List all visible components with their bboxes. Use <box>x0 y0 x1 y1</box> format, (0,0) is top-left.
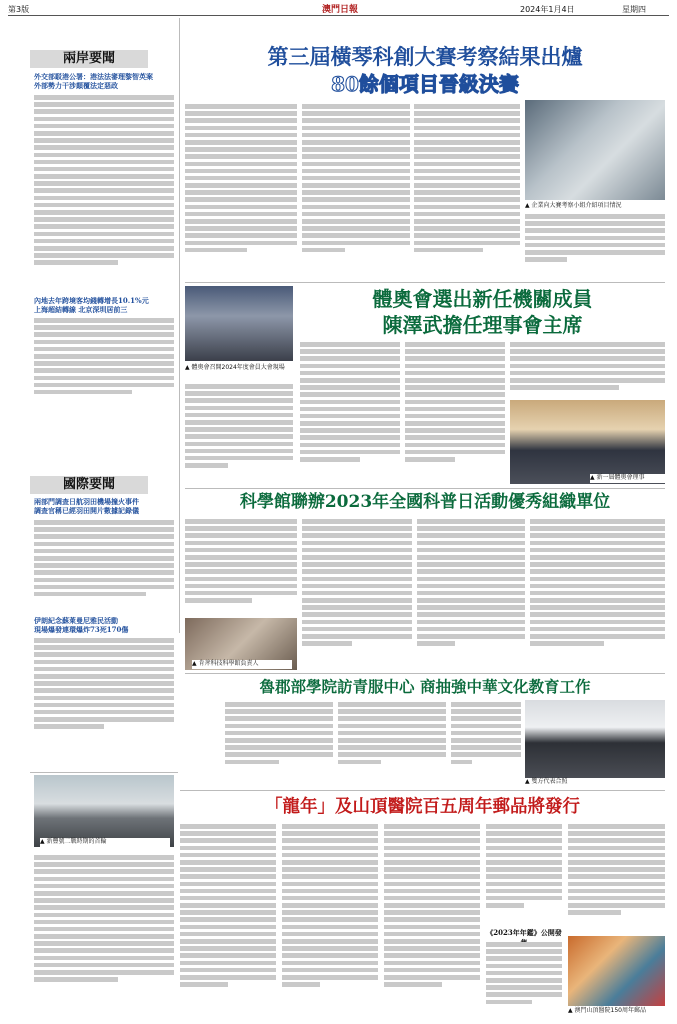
left-column-divider <box>179 18 180 633</box>
article-2-title-line-2: 上海超結轉線 北京深圳居前三 <box>34 305 128 314</box>
article-2-body <box>34 318 174 410</box>
hengqin-body-col1 <box>185 104 297 276</box>
ship-photo <box>34 775 174 847</box>
article-1-body <box>34 95 174 290</box>
culture-body-col3 <box>451 702 521 776</box>
rule-2 <box>185 488 665 489</box>
hengqin-photo <box>525 100 665 200</box>
stamps-body-col4b <box>486 942 562 1016</box>
ship-photo-caption: ▲ 新豐號二戰時期的首輪 <box>40 838 170 847</box>
rule-3 <box>185 673 665 674</box>
sports-meeting-caption: ▲ 體奧會召開2024年度會員大會現場 <box>185 364 285 371</box>
culture-group-photo <box>525 700 665 778</box>
hengqin-body-col2 <box>302 104 410 276</box>
page-number: 第3版 <box>8 5 30 14</box>
article-1-title-line-1: 外交部駁港公署：港法法審理黎智英案 <box>34 72 153 81</box>
headline-sports-2: 陳澤武擔任理事會主席 <box>382 313 583 337</box>
headline-hengqin-1: 第三屆橫琴科創大賽考察結果出爐 <box>267 44 583 69</box>
sports-meeting-photo <box>185 286 293 361</box>
article-3-title <box>34 497 174 517</box>
article-3-title-line-2: 調查官稱已經羽田開片數據記錄儀 <box>34 506 139 515</box>
stamps-body-col3 <box>384 824 480 1016</box>
science-photo-caption: ▲ 肯斧科技科學館負責人 <box>192 660 292 669</box>
headline-sports-1: 體奧會選出新任機關成員 <box>372 287 593 311</box>
sports-body-col3 <box>405 342 505 484</box>
hengqin-photo-caption: ▲ 企業向大賽考察小組介紹項目情況 <box>525 202 622 209</box>
yearbook-subtitle: 《2023年年鑑》公開發 <box>486 928 562 937</box>
stamps-body-col5 <box>568 824 665 934</box>
article-3-title-line-1: 兩部門調查日航羽田機場撞火事件 <box>34 497 139 506</box>
sports-body-col4 <box>510 342 665 398</box>
headline-culture: 魯郡部學院訪青服中心 商抽強中華文化教育工作 <box>259 677 591 696</box>
hengqin-body-col3 <box>414 104 520 276</box>
article-1-title-line-2: 外部勢力干涉顛覆法定惡政 <box>34 81 118 90</box>
weekday: 星期四 <box>622 5 646 14</box>
hengqin-body-col4 <box>525 214 665 276</box>
sports-body-col1 <box>185 384 293 484</box>
article-1-title <box>34 72 174 92</box>
stamps-photo <box>568 936 665 1006</box>
culture-photo-caption: ▲ 雙方代表合照 <box>525 778 568 785</box>
left-bottom-rule <box>30 772 178 773</box>
article-3-body <box>34 520 174 612</box>
stamps-body-col2 <box>282 824 378 1016</box>
science-body-col2 <box>302 519 412 669</box>
article-2-title <box>34 296 174 316</box>
article-5-body <box>34 855 174 1015</box>
science-body-col1 <box>185 519 297 615</box>
science-body-col4 <box>530 519 665 669</box>
section-band-cross-strait: 兩岸要聞 <box>30 50 148 68</box>
article-2-title-line-1: 內地去年跨境客均錢轉增長10.1%元 <box>34 296 149 305</box>
stamps-body-col1 <box>180 824 276 1016</box>
header-rule <box>8 15 669 16</box>
article-4-title <box>34 616 174 636</box>
sports-board-photo <box>510 400 665 484</box>
stamps-photo-caption: ▲ 澳門山頂醫院150周年郵品 <box>568 1007 646 1014</box>
article-4-title-line-2: 現場爆發連環爆炸73死170傷 <box>34 625 129 634</box>
article-4-body <box>34 638 174 750</box>
stamps-body-col4a <box>486 824 562 924</box>
culture-body-col1 <box>225 702 333 776</box>
headline-stamps: 「龍年」及山頂醫院百五周年郵品將發行 <box>265 797 580 817</box>
sports-board-caption: ▲ 新一屆體奧會理事 <box>590 474 665 483</box>
sports-body-col2 <box>300 342 400 484</box>
culture-body-col2 <box>338 702 446 776</box>
headline-science: 科學館聯辦2023年全國科普日活動優秀組織單位 <box>239 492 611 512</box>
science-body-col3 <box>417 519 525 669</box>
article-4-title-line-1: 伊朗紀念蘇萊曼尼雅民活動 <box>34 616 118 625</box>
section-band-international: 國際要聞 <box>30 476 148 494</box>
rule-4 <box>180 790 665 791</box>
issue-date: 2024年1月4日 <box>520 5 575 14</box>
newspaper-logo: 澳門日報 <box>321 5 358 15</box>
headline-hengqin-2: 80餘個項目晉級決賽 <box>331 72 519 96</box>
rule-1 <box>185 282 665 283</box>
